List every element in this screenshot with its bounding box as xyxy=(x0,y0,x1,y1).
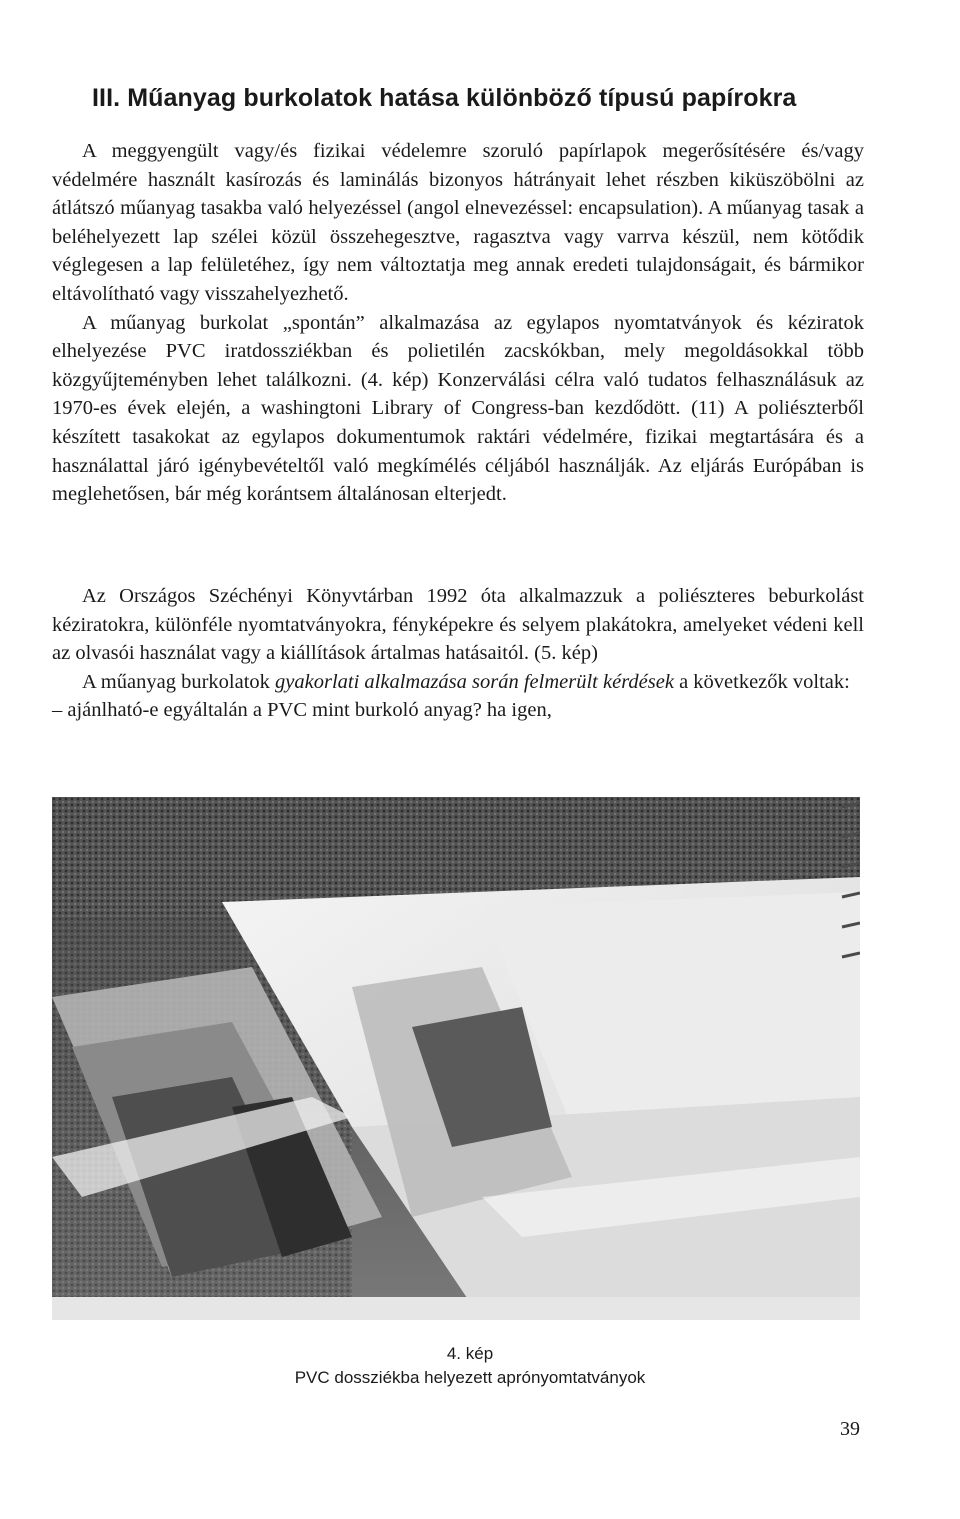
paragraph-4-end: a következők voltak: xyxy=(673,670,850,693)
paragraph-4 xyxy=(52,668,864,697)
figure-number: 4. kép xyxy=(446,1344,494,1363)
paragraph-4-italic: gyakorlati alkalmazása során felmerült kérdések xyxy=(275,670,674,693)
paragraph-4-start: A műanyag burkolatok xyxy=(82,670,276,693)
text-block-bottom xyxy=(52,582,864,725)
section-heading: III. Műanyag burkolatok hatása különböző típusú papírokra xyxy=(92,84,797,112)
list-item: – ajánlható-e egyáltalán a PVC mint burkoló anyag? ha igen, xyxy=(52,699,552,722)
paragraph-3: Az Országos Széchényi Könyvtárban 1992 óta alkalmazzuk a poliészteres beburkolást kéziratokra, különféle nyomtatványokra, fényképekre és selyem plakátokra, amelyeket védeni kell az olvasói használat vagy a kiállítások ártalmas hatásaitól. (5. kép) xyxy=(52,585,864,665)
paragraph-2: A műanyag burkolat „spontán” alkalmazása az egylapos nyomtatványok és kéziratok elhelyezése PVC iratdossziékban és polietilén zacskókban, mely megoldásokkal több közgyűjteményben lehet találkozni. (4. kép) Konzerválási célra való tudatos felhasználásuk az 1970-es évek elején, a washingtoni Library of Congress-ban kezdődött. (11) A poliészterből készített tasakokat az egylapos dokumentumok raktári védelmére, fizikai megtartására és a használattal járó igénybevételtől való megkímélés céljából használják. Az eljárás Európában is meglehetősen, bár még korántsem általánosan elterjedt. xyxy=(52,311,864,506)
photo-illustration xyxy=(52,797,860,1320)
paragraph-1: A meggyengült vagy/és fizikai védelemre szoruló papírlapok megerősítésére és/vagy védelmére használt kasírozás és laminálás bizonyos hátrányait lehet részben kiküszöbölni az átlátszó műanyag tasakba való helyezéssel (angol elnevezéssel: encapsulation). A műanyag tasak a beléhelyezett lap szélei közül összehegesztve, ragasztva vagy varrva készül, nem kötődik véglegesen a lap felületéhez, így nem változtatja meg annak eredeti tulajdonságait, és bármikor eltávolítható vagy visszahelyezhető. xyxy=(52,140,864,305)
page-number: 39 xyxy=(840,1418,860,1440)
text-block-top xyxy=(52,137,864,509)
figure-photo xyxy=(52,797,860,1320)
figure-caption: PVC dossziékba helyezett aprónyomtatványok xyxy=(294,1368,646,1387)
